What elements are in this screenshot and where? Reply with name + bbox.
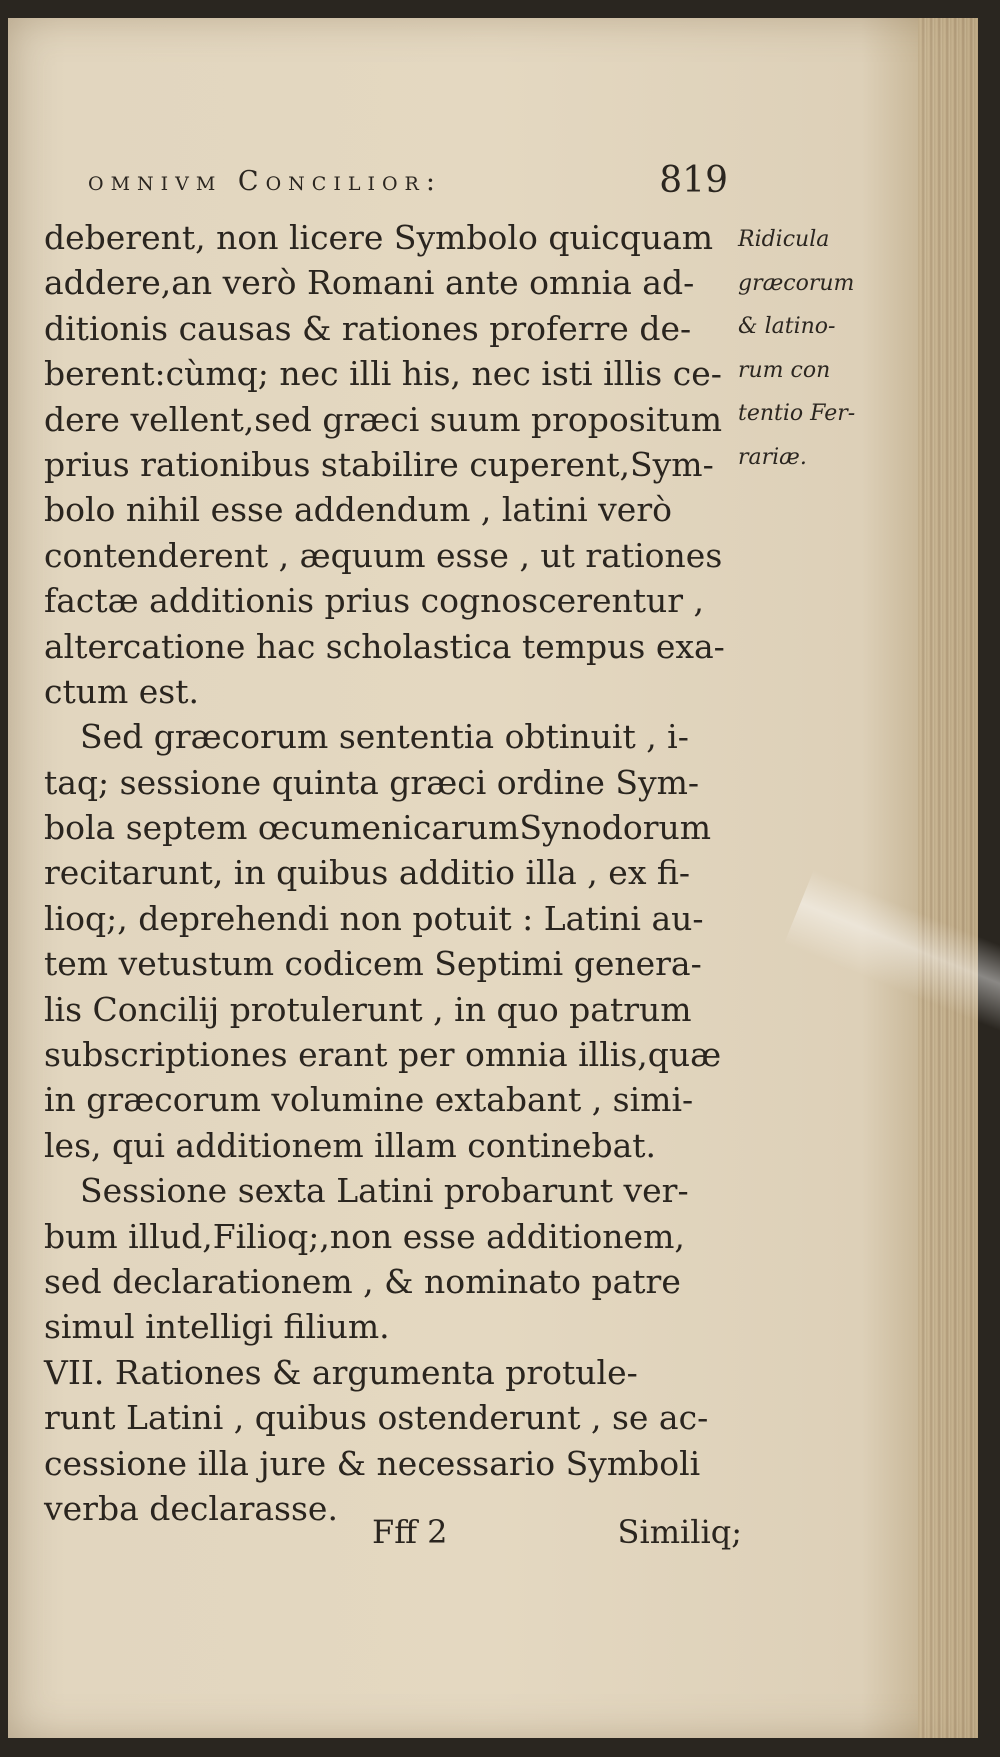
- marginal-note: [738, 218, 888, 479]
- text-line: lioq;, deprehendi non potuit : Latini au-: [44, 898, 704, 938]
- text-line: bum illud,Filioq;,non esse additionem,: [44, 1216, 685, 1256]
- marginal-note-line: tentio Fer-: [738, 401, 856, 426]
- text-line: runt Latini , quibus ostenderunt , se ac-: [44, 1398, 709, 1438]
- page-number: 819: [659, 160, 728, 201]
- text-line: contenderent , æquum esse , ut rationes: [44, 535, 723, 575]
- body-text: [44, 215, 734, 1531]
- running-head: [88, 158, 728, 208]
- text-line: sed declarationem , & nominato patre: [44, 1261, 681, 1301]
- book-page: [8, 18, 978, 1738]
- text-line: simul intelligi filium.: [44, 1307, 390, 1347]
- text-line: bolo nihil esse addendum , latini verò: [44, 490, 672, 530]
- marginal-note-line: & latino-: [738, 314, 836, 339]
- text-line: recitarunt, in quibus additio illa , ex fi-: [44, 853, 691, 893]
- catchword: Similiq;: [617, 1513, 742, 1551]
- text-line: dere vellent,sed græci suum propositum: [44, 399, 723, 439]
- signature-mark: Fff 2: [372, 1513, 448, 1551]
- running-title: omnivm Concilior:: [88, 166, 442, 197]
- page-footer: [372, 1513, 742, 1563]
- marginal-note-line: rariæ.: [738, 444, 807, 470]
- text-line: Sed græcorum sententia obtinuit , i-: [80, 717, 689, 757]
- text-line: bola septem œcumenicarumSynodorum: [44, 808, 712, 848]
- text-line: Sessione sexta Latini probarunt ver-: [80, 1171, 689, 1211]
- text-line: berent:cùmq; nec illi his, nec isti illis ce-: [44, 354, 722, 394]
- text-line: factæ additionis prius cognoscerentur ,: [44, 581, 705, 621]
- text-line: ditionis causas & rationes proferre de-: [44, 308, 692, 348]
- text-line: cessione illa jure & necessario Symboli: [44, 1443, 701, 1483]
- marginal-note-line: Ridicula: [738, 227, 830, 252]
- text-line: verba declarasse.: [44, 1488, 338, 1528]
- text-line: tem vetustum codicem Septimi genera-: [44, 944, 702, 984]
- text-line: deberent, non licere Symbolo quicquam: [44, 218, 714, 257]
- text-line: les, qui additionem illam continebat.: [44, 1125, 657, 1165]
- page-edges: [918, 18, 978, 1738]
- marginal-note-line: rum con: [738, 357, 831, 383]
- marginal-note-line: græcorum: [738, 270, 855, 296]
- text-line: taq; sessione quinta græci ordine Sym-: [44, 762, 700, 802]
- text-line: prius rationibus stabilire cuperent,Sym-: [44, 444, 714, 484]
- text-line: subscriptiones erant per omnia illis,quæ: [44, 1035, 722, 1075]
- text-line: VII. Rationes & argumenta protule-: [44, 1352, 638, 1392]
- text-line: lis Concilij protulerunt , in quo patrum: [44, 989, 692, 1029]
- text-line: addere,an verò Romani ante omnia ad-: [44, 263, 695, 303]
- text-line: altercatione hac scholastica tempus exa-: [44, 626, 725, 666]
- text-line: ctum est.: [44, 671, 199, 711]
- text-line: in græcorum volumine extabant , simi-: [44, 1080, 694, 1120]
